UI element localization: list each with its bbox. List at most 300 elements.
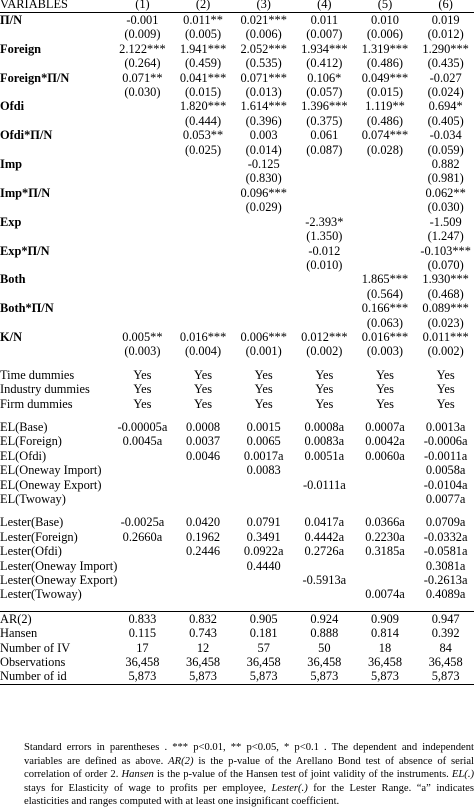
coef-cell: -0.027 (429, 70, 462, 85)
coef-cell: 0.882 (431, 157, 460, 172)
coefficient-row (0, 330, 474, 344)
value-cell (112, 478, 173, 492)
notes-text-3: is the p-value of the Hansen test of joint validity of the instruments. (153, 769, 452, 781)
coef-cell: 0.106* (307, 70, 342, 85)
header-row (0, 0, 474, 13)
se-cell: (0.002) (427, 344, 464, 359)
se-cell (173, 287, 234, 301)
se-cell: (0.830) (245, 171, 282, 186)
coef-cell: 0.011 (310, 13, 339, 27)
value-cell (355, 492, 416, 506)
table-row (0, 420, 474, 434)
value-cell (294, 492, 355, 506)
coef-cell: 1.319*** (361, 41, 409, 56)
se-cell: (0.396) (245, 113, 282, 128)
row-label: EL(Oneway Export) (0, 477, 102, 492)
section-spacer (0, 411, 474, 420)
spacer-cell (0, 506, 474, 515)
value-cell (112, 587, 173, 601)
coef-cell: 0.012*** (301, 329, 348, 344)
row-label: Hansen (0, 626, 38, 641)
value-cell: -0.0011a (424, 448, 468, 463)
coef-cell: 1.396*** (301, 99, 348, 114)
table-row (0, 515, 474, 529)
coef-cell: 0.062** (425, 185, 466, 200)
value-cell: 0.181 (249, 626, 278, 641)
coef-cell: 0.096*** (240, 185, 287, 200)
value-cell: 5,873 (173, 669, 234, 684)
section-spacer (0, 602, 474, 612)
se-cell (355, 229, 416, 243)
se-cell: (0.025) (184, 142, 222, 157)
standard-error-row (0, 27, 474, 41)
row-label: EL(Twoway) (0, 492, 66, 506)
coef-cell: 0.003 (249, 128, 278, 143)
row-label: Imp*Π/N (0, 185, 51, 200)
value-cell: 0.0083 (246, 463, 281, 478)
table-row (0, 449, 474, 463)
value-cell (173, 559, 234, 573)
coef-cell: -0.103*** (420, 243, 471, 258)
header-variables: VARIABLES (0, 0, 112, 13)
table-row (0, 587, 474, 601)
coef-cell (173, 157, 234, 171)
se-cell: (0.029) (245, 200, 282, 215)
se-cell: (0.030) (124, 85, 161, 100)
coefficient-row (0, 99, 474, 113)
coef-cell (355, 157, 416, 171)
se-cell (112, 114, 173, 128)
se-cell: (0.005) (184, 27, 222, 42)
row-label: Both (0, 272, 26, 287)
coef-cell (173, 215, 234, 229)
coef-cell: -0.125 (247, 157, 280, 172)
se-cell (233, 229, 294, 243)
se-cell: (0.059) (427, 142, 464, 157)
value-cell: 0.743 (189, 626, 217, 641)
coef-cell (233, 215, 294, 229)
coef-cell (233, 301, 294, 315)
se-cell (173, 171, 234, 185)
value-cell (173, 463, 234, 477)
se-cell: (0.015) (366, 85, 404, 100)
value-cell: 36,458 (307, 655, 342, 670)
row-label: Exp (0, 214, 22, 229)
se-cell (112, 287, 173, 301)
value-cell: 0.3185a (365, 544, 405, 559)
value-cell: 0.0045a (122, 434, 163, 449)
coef-cell: 1.930*** (422, 272, 469, 287)
value-cell: 0.0077a (425, 492, 466, 506)
row-label-blank (0, 316, 112, 330)
value-cell: 57 (257, 640, 270, 655)
row-label: EL(Foreign) (0, 434, 62, 449)
se-cell: (0.030) (427, 200, 464, 215)
row-label-blank (0, 27, 112, 41)
coef-cell: 0.071*** (240, 70, 287, 85)
se-cell: (0.002) (306, 344, 343, 359)
header-col-6: (6) (415, 0, 474, 13)
value-cell: 0.4089a (425, 587, 466, 602)
se-cell: (0.013) (245, 85, 282, 100)
table-row (0, 669, 474, 684)
value-cell: -0.0581a (423, 544, 468, 559)
row-label: Lester(Twoway) (0, 587, 82, 602)
value-cell: Yes (436, 382, 455, 397)
se-cell (294, 171, 355, 185)
se-cell: (0.375) (306, 113, 343, 128)
standard-error-row (0, 229, 474, 243)
se-cell (294, 287, 355, 301)
se-cell (233, 316, 294, 330)
value-cell: 0.4442a (304, 529, 345, 544)
se-cell: (0.087) (306, 142, 343, 157)
coef-cell: 0.010 (371, 13, 399, 27)
table-row (0, 641, 474, 655)
value-cell (173, 587, 234, 601)
se-cell: (0.006) (245, 27, 282, 42)
value-cell: 5,873 (294, 669, 355, 684)
coef-cell: 0.089*** (422, 301, 469, 316)
se-cell: (0.057) (306, 85, 343, 100)
value-cell: 0.0420 (186, 515, 221, 530)
coef-cell (294, 186, 355, 200)
value-cell: Yes (194, 396, 213, 411)
value-cell: 0.0065 (246, 434, 281, 449)
value-cell: 18 (378, 640, 392, 655)
se-cell (355, 258, 416, 272)
row-label-blank (0, 143, 112, 157)
coefficient-row (0, 42, 474, 56)
value-cell: 0.0074a (365, 587, 405, 602)
coef-cell (294, 301, 355, 315)
coef-cell (294, 157, 355, 171)
se-cell: (0.028) (366, 142, 404, 157)
coefficient-row (0, 71, 474, 85)
se-cell: (0.003) (124, 344, 161, 359)
coef-cell (355, 244, 416, 258)
value-cell: 12 (196, 640, 210, 655)
coef-cell: -0.012 (308, 243, 341, 258)
se-cell (112, 258, 173, 272)
value-cell: 0.0008a (304, 419, 345, 434)
value-cell: 0.0366a (365, 515, 405, 530)
coefficient-row (0, 244, 474, 258)
se-cell (355, 200, 416, 214)
row-label-blank (0, 114, 112, 128)
value-cell (355, 573, 416, 587)
se-cell (233, 287, 294, 301)
se-cell: (0.006) (366, 27, 404, 42)
value-cell: 36,458 (125, 655, 160, 670)
coef-cell (355, 186, 416, 200)
value-cell: 0.4440 (246, 558, 281, 573)
table-row (0, 492, 474, 506)
standard-error-row (0, 316, 474, 330)
coef-cell (112, 244, 173, 258)
value-cell (233, 573, 294, 587)
notes-hansen-term: Hansen (121, 769, 154, 781)
se-cell: (0.486) (366, 56, 404, 71)
standard-error-row (0, 258, 474, 272)
se-cell (233, 258, 294, 272)
value-cell: -0.0025a (120, 515, 165, 530)
coef-cell: 0.019 (431, 13, 460, 27)
notes-el-term: EL(.) (451, 769, 474, 781)
coef-cell (112, 186, 173, 200)
se-cell: (0.264) (124, 56, 161, 71)
row-label: Imp (0, 157, 23, 172)
value-cell: 0.833 (112, 611, 173, 626)
value-cell: Yes (375, 367, 394, 382)
row-label-blank (0, 85, 112, 99)
table-row (0, 573, 474, 587)
row-label-blank (0, 344, 112, 358)
coef-cell: 0.061 (310, 128, 339, 143)
value-cell (173, 573, 234, 587)
coef-cell: 1.290*** (422, 41, 469, 56)
value-cell: 0.0015 (246, 419, 281, 434)
row-label-blank (0, 171, 112, 185)
table-row (0, 434, 474, 448)
value-cell: -0.0006a (423, 434, 468, 449)
value-cell: 0.0013a (425, 419, 466, 434)
value-cell: 0.832 (173, 611, 234, 626)
se-cell: (0.535) (245, 56, 282, 71)
value-cell: Yes (133, 382, 152, 397)
standard-error-row (0, 344, 474, 358)
se-cell: (0.010) (306, 257, 343, 272)
row-label: EL(Base) (0, 419, 48, 434)
row-label: Observations (0, 655, 66, 670)
section-spacer (0, 506, 474, 515)
value-cell (112, 449, 173, 463)
coef-cell (112, 128, 173, 142)
table-row (0, 463, 474, 477)
value-cell: 0.905 (233, 611, 294, 626)
se-cell: (0.014) (245, 142, 282, 157)
row-label-blank (0, 287, 112, 301)
value-cell (294, 587, 355, 601)
spacer-cell (0, 411, 474, 420)
row-label: Number of id (0, 669, 112, 684)
value-cell: 36,458 (246, 655, 281, 670)
se-cell: (0.007) (306, 27, 343, 42)
coefficient-row (0, 215, 474, 229)
value-cell: 5,873 (233, 669, 294, 684)
row-label: Industry dummies (0, 382, 90, 397)
value-cell (355, 559, 416, 573)
value-cell: 0.0051a (304, 448, 345, 463)
value-cell: 0.888 (310, 626, 339, 641)
coef-cell: 1.119** (365, 99, 405, 114)
se-cell (294, 316, 355, 330)
table-row (0, 626, 474, 640)
value-cell: 0.0791 (246, 515, 281, 530)
table-row (0, 544, 474, 558)
coefficient-row (0, 272, 474, 286)
row-label: EL(Oneway Import) (0, 463, 102, 478)
coef-cell: 0.071** (122, 70, 163, 85)
row-label: Π/N (0, 13, 23, 27)
header-col-4: (4) (294, 0, 355, 13)
row-label: Foreign*Π/N (0, 70, 70, 85)
standard-error-row (0, 287, 474, 301)
value-cell: Yes (194, 367, 213, 382)
row-label: Number of IV (0, 640, 71, 655)
value-cell: 0.0008 (186, 419, 221, 434)
coef-cell (233, 244, 294, 258)
value-cell (112, 559, 173, 573)
se-cell (112, 171, 173, 185)
coef-cell: 0.021*** (240, 13, 287, 27)
coef-cell: 0.005** (122, 329, 163, 344)
coef-cell (112, 99, 173, 113)
value-cell: 0.2446 (186, 544, 221, 559)
se-cell: (0.012) (427, 27, 464, 42)
se-cell: (1.350) (306, 229, 343, 244)
standard-error-row (0, 200, 474, 214)
value-cell: Yes (375, 382, 394, 397)
row-label: Lester(Ofdi) (0, 544, 62, 559)
value-cell: 0.392 (431, 626, 460, 641)
coef-cell: 0.074*** (361, 128, 409, 143)
notes-text-1: Standard errors in parentheses . *** p<0.01, ** p<0.05, * p<0.1 . The dependent and independent variables are defined as above. (24, 742, 474, 767)
coef-cell: -2.393* (305, 214, 344, 229)
se-cell: (0.015) (184, 85, 222, 100)
coef-cell: -1.509 (429, 214, 462, 229)
coefficient-row (0, 301, 474, 315)
coef-cell: 0.011*** (422, 329, 469, 344)
se-cell (173, 316, 234, 330)
value-cell (112, 544, 173, 558)
value-cell: -0.0111a (302, 477, 346, 492)
value-cell: -0.0332a (423, 529, 468, 544)
row-label: Exp*Π/N (0, 243, 50, 258)
row-label: Ofdi (0, 99, 25, 114)
coef-cell (173, 272, 234, 286)
coef-cell: 0.694* (428, 99, 463, 114)
value-cell: Yes (436, 367, 455, 382)
value-cell: 0.0042a (365, 434, 405, 449)
value-cell (294, 463, 355, 477)
value-cell: -0.5913a (302, 573, 347, 588)
value-cell: -0.2613a (423, 573, 468, 588)
value-cell: 0.0058a (425, 463, 466, 478)
value-cell: 0.0017a (243, 448, 284, 463)
se-cell (112, 143, 173, 157)
value-cell: Yes (254, 396, 273, 411)
table-row (0, 530, 474, 544)
se-cell: (0.459) (184, 56, 222, 71)
notes-lester-term: Lester(.) (271, 782, 308, 794)
coefficient-row (0, 128, 474, 142)
value-cell: Yes (133, 396, 152, 411)
coef-cell: 1.865*** (361, 272, 409, 287)
coef-cell: 1.934*** (301, 41, 348, 56)
value-cell (173, 478, 234, 492)
value-cell: 5,873 (112, 669, 173, 684)
row-label-blank (0, 258, 112, 272)
row-label: EL(Ofdi) (0, 448, 47, 463)
row-label-blank (0, 200, 112, 214)
coef-cell (112, 157, 173, 171)
se-cell (112, 229, 173, 243)
value-cell: 0.0922a (243, 544, 284, 559)
value-cell: 36,458 (367, 655, 403, 670)
coefficient-row (0, 157, 474, 171)
se-cell: (0.004) (184, 344, 222, 359)
coef-cell: 2.122*** (119, 41, 166, 56)
table-row (0, 478, 474, 492)
value-cell: 5,873 (415, 669, 474, 684)
row-label: Foreign (0, 41, 42, 56)
value-cell: 36,458 (428, 655, 463, 670)
standard-error-row (0, 85, 474, 99)
value-cell: 84 (439, 640, 452, 655)
se-cell: (0.468) (427, 286, 464, 301)
value-cell: 0.3491 (246, 529, 281, 544)
value-cell (112, 573, 173, 587)
value-cell: 0.115 (128, 626, 157, 641)
se-cell (112, 200, 173, 214)
coef-cell: 0.049*** (361, 70, 409, 85)
coef-cell: 0.016*** (361, 329, 409, 344)
value-cell: 0.0037 (186, 434, 221, 449)
table-body (0, 13, 474, 685)
row-label: Ofdi*Π/N (0, 128, 53, 143)
value-cell: 0.0709a (425, 515, 466, 530)
value-cell: 0.1962 (186, 529, 221, 544)
value-cell: 0.0007a (365, 419, 405, 434)
se-cell: (0.405) (427, 113, 464, 128)
notes-ar2-term: AR(2) (168, 755, 194, 767)
coef-cell: 0.006*** (240, 329, 287, 344)
coef-cell (173, 186, 234, 200)
value-cell: Yes (315, 382, 334, 397)
value-cell: 0.0046 (186, 448, 221, 463)
coef-cell (112, 215, 173, 229)
se-cell: (0.023) (427, 315, 464, 330)
value-cell: Yes (133, 367, 152, 382)
table-row (0, 655, 474, 669)
value-cell: -0.0104a (423, 477, 468, 492)
coef-cell: 0.016*** (179, 329, 227, 344)
coefficient-row (0, 13, 474, 28)
notes-text-2: is the p-value of the Arellano Bond test of absence of serial correlation of order 2. (24, 755, 474, 781)
section-spacer (0, 359, 474, 368)
coef-cell: 1.820*** (179, 99, 227, 114)
se-cell (173, 200, 234, 214)
header-col-2: (2) (173, 0, 234, 13)
row-label: Both*Π/N (0, 301, 54, 316)
value-cell: 0.0417a (304, 515, 345, 530)
value-cell: Yes (254, 382, 273, 397)
value-cell (112, 492, 173, 506)
spacer-cell (0, 602, 474, 612)
value-cell: Yes (315, 367, 334, 382)
value-cell (112, 463, 173, 477)
se-cell: (0.564) (366, 286, 404, 301)
value-cell (233, 587, 294, 601)
value-cell: 0.0060a (365, 448, 405, 463)
coef-cell: 0.166*** (361, 301, 409, 316)
header-col-3: (3) (233, 0, 294, 13)
value-cell: Yes (194, 382, 213, 397)
value-cell: 0.909 (355, 611, 416, 626)
coef-cell (173, 301, 234, 315)
value-cell: Yes (436, 396, 455, 411)
